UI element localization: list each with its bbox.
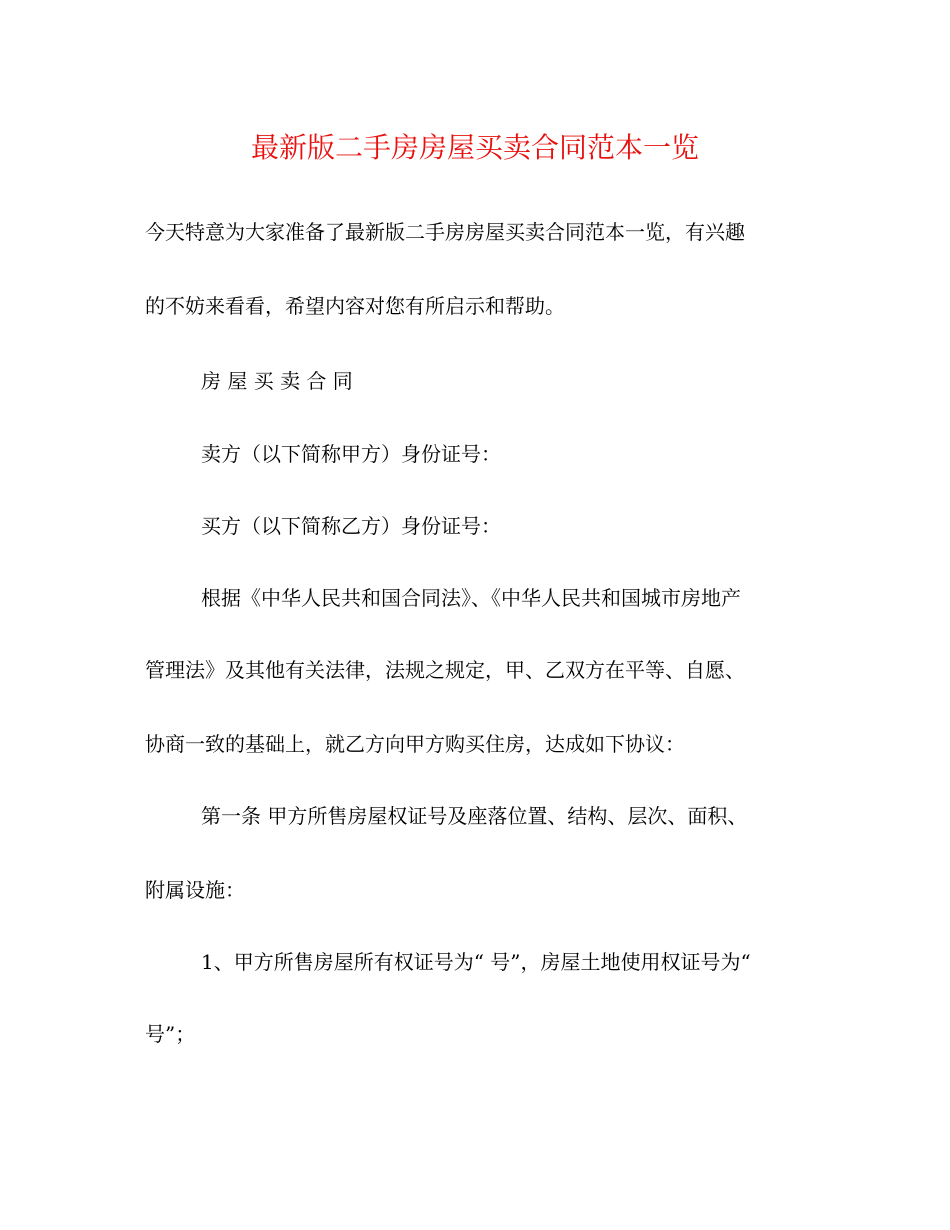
paragraph-line: 附属设施：: [145, 878, 245, 902]
paragraph-line: 的不妨来看看，希望内容对您有所启示和帮助。: [145, 294, 565, 318]
paragraph-line: 管理法》及其他有关法律，法规之规定，甲、乙双方在平等、自愿、: [145, 658, 745, 682]
paragraph-line: 协商一致的基础上，就乙方向甲方购买住房，达成如下协议：: [145, 732, 685, 756]
paragraph-line: 根据《中华人民共和国合同法》、《中华人民共和国城市房地产: [201, 586, 741, 610]
article-one-line: 第一条 甲方所售房屋权证号及座落位置、结构、层次、面积、: [201, 804, 748, 828]
document-title: 最新版二手房房屋买卖合同范本一览: [250, 131, 699, 164]
paragraph-line: 今天特意为大家准备了最新版二手房房屋买卖合同范本一览，有兴趣: [145, 220, 745, 244]
seller-line: 卖方（以下简称甲方）身份证号：: [201, 442, 501, 466]
contract-heading: 房 屋 买 卖 合 同: [201, 369, 353, 393]
buyer-line: 买方（以下简称乙方）身份证号：: [201, 514, 501, 538]
paragraph-line: 号”；: [145, 1022, 196, 1046]
clause-line: 1、甲方所售房屋所有权证号为“ 号”，房屋土地使用权证号为“: [201, 950, 751, 974]
